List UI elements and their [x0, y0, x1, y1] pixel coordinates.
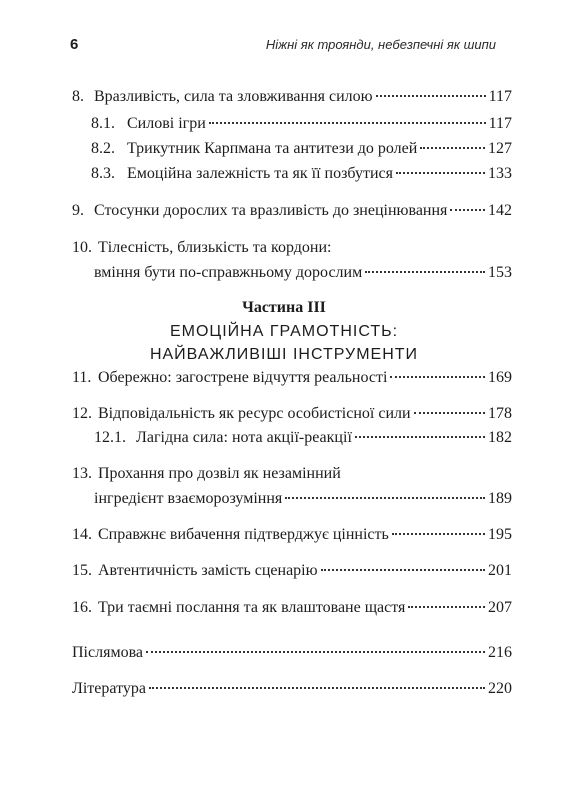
toc-entry-page: 220 [488, 680, 512, 697]
toc-entry-page: 201 [488, 562, 512, 579]
toc-entry-continuation [94, 486, 512, 512]
toc-entry-page: 142 [488, 202, 512, 219]
dot-leader [408, 605, 485, 608]
toc-entry [72, 401, 512, 427]
dot-leader [285, 496, 485, 499]
toc-entry-continuation [94, 260, 512, 286]
toc-entry [72, 676, 512, 702]
toc-entry-title: Силові ігри [127, 115, 206, 132]
toc-entry-number: 14. [72, 526, 92, 543]
toc-entry-page: 207 [488, 599, 512, 616]
toc-entry-title: Трикутник Карпмана та антитези до ролей [127, 140, 418, 157]
toc-entry-title: Емоційна залежність та як її позбутися [127, 165, 393, 182]
toc-entry-page: 153 [488, 264, 512, 281]
dot-leader [450, 208, 485, 211]
toc-entry [72, 640, 512, 666]
dot-leader [392, 532, 485, 535]
dot-leader [396, 171, 485, 174]
toc-entry-title: Справжнє вибачення підтверджує цінність [98, 526, 389, 543]
dot-leader [209, 121, 486, 124]
toc-entry-title: Три таємні послання та як влаштоване щастя [98, 599, 406, 616]
toc-entry-page: 117 [488, 88, 512, 105]
running-title: Ніжні як троянди, небезпечні як шипи [265, 37, 496, 52]
toc-entry-page: 195 [488, 526, 512, 543]
toc-entry-title: Тілесність, близькість та кордони: [98, 239, 332, 256]
toc-entry [72, 522, 512, 548]
dot-leader [376, 94, 486, 97]
toc-entry [72, 235, 512, 261]
toc-entry-number: 13. [72, 465, 92, 482]
toc-entry-title: Література [72, 680, 146, 697]
toc-entry-page: 178 [488, 405, 512, 422]
dot-leader [414, 411, 485, 414]
toc-entry-title: Вразливість, сила та зловживання силою [94, 88, 373, 105]
toc-entry-title: Прохання про дозвіл як незамінний [98, 465, 341, 482]
toc-entry-number: 8.3. [91, 165, 115, 182]
dot-leader [390, 375, 485, 378]
part-heading [0, 296, 568, 366]
toc-entry [91, 136, 512, 162]
toc-entry-title: Обережно: загострене відчуття реальності [98, 369, 388, 386]
toc-entry-page: 182 [488, 429, 512, 446]
dot-leader [146, 650, 485, 653]
toc-entry [72, 365, 512, 391]
toc-entry-title: Післямова [72, 644, 144, 661]
dot-leader [149, 686, 485, 689]
toc-entry-page: 189 [488, 490, 512, 507]
toc-entry [72, 198, 512, 224]
page-number: 6 [70, 36, 79, 53]
toc-entry-title-cont: вміння бути по-справжньому дорослим [94, 264, 363, 281]
toc-entry-number: 12.1. [94, 429, 126, 446]
toc-entry-page: 127 [488, 140, 512, 157]
toc-entry-title: Відповідальність як ресурс особистісної сили [98, 405, 411, 422]
toc-entry [72, 558, 512, 584]
toc-entry [72, 84, 512, 110]
toc-entry [72, 461, 512, 487]
toc-entry [94, 425, 512, 451]
dot-leader [420, 146, 485, 149]
toc-entry-number: 11. [72, 369, 92, 386]
toc-entry-page: 133 [488, 165, 512, 182]
toc-entry-number: 9. [72, 202, 84, 219]
part-label: Частина III [242, 299, 326, 316]
part-title-line1: ЕМОЦІЙНА ГРАМОТНІСТЬ: [169, 323, 399, 340]
dot-leader [365, 270, 485, 273]
toc-entry-title-cont: інгредієнт взаєморозуміння [94, 490, 283, 507]
toc-entry-page: 216 [488, 644, 512, 661]
toc-entry-title: Стосунки дорослих та вразливість до знецінювання [94, 202, 448, 219]
dot-leader [355, 435, 485, 438]
toc-entry-number: 15. [72, 562, 92, 579]
toc-entry [91, 161, 512, 187]
toc-entry-title: Автентичність замість сценарію [98, 562, 318, 579]
toc-entry-number: 8.2. [91, 140, 115, 157]
toc-entry-number: 10. [72, 239, 92, 256]
toc-entry-number: 12. [72, 405, 92, 422]
toc-entry-number: 8.1. [91, 115, 115, 132]
page-header [0, 36, 568, 56]
toc-entry-title: Лагідна сила: нота акції-реакції [136, 429, 352, 446]
toc-entry-number: 16. [72, 599, 92, 616]
toc-entry-page: 117 [488, 115, 512, 132]
dot-leader [321, 568, 485, 571]
toc-entry [91, 111, 512, 137]
toc-entry-page: 169 [488, 369, 512, 386]
part-title-line2: НАЙВАЖЛИВІШІ ІНСТРУМЕНТИ [149, 346, 419, 363]
toc-entry [72, 595, 512, 621]
toc-entry-number: 8. [72, 88, 84, 105]
